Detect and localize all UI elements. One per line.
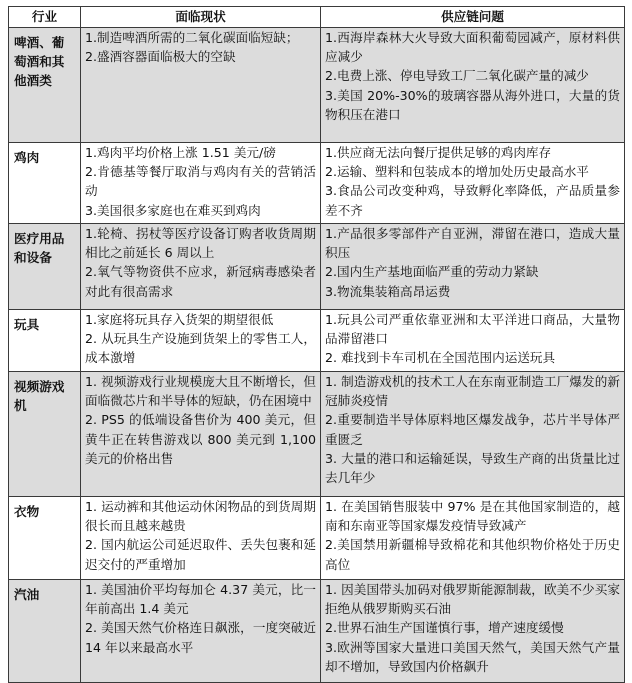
- row-category: 视频游戏机: [9, 372, 81, 497]
- table-row: [9, 372, 625, 497]
- table-row: [9, 224, 625, 310]
- row-supply: 1. 因美国带头加码对俄罗斯能源制裁，欧美不少买家拒绝从俄罗斯购买石油 2.世界石油生产国谨慎行事，增产速度缓慢 3.欧洲等国家大量进口美国天然气，美国天然气产量却不增加，导致国内价格飙升: [321, 580, 625, 683]
- table-header-row: [9, 7, 625, 28]
- header-supply-chain: 供应链问题: [321, 7, 625, 28]
- row-supply: 1.西海岸森林大火导致大面积葡萄园减产，原材料供应减少 2.电费上涨、停电导致工厂二氧化碳产量的减少 3.美国 20%-30%的玻璃容器从海外进口，大量的货物积压在港口: [321, 28, 625, 143]
- table-row: [9, 310, 625, 372]
- row-category: 医疗用品和设备: [9, 224, 81, 310]
- row-category: 衣物: [9, 497, 81, 580]
- row-category: 鸡肉: [9, 143, 81, 224]
- row-category: 汽油: [9, 580, 81, 683]
- row-supply: 1.玩具公司严重依靠亚洲和太平洋进口商品，大量物品滞留港口 2. 难找到卡车司机在全国范围内运送玩具: [321, 310, 625, 372]
- row-category: 啤酒、葡萄酒和其他酒类: [9, 28, 81, 143]
- table-row: [9, 580, 625, 683]
- row-status: 1. 视频游戏行业规模庞大且不断增长，但面临微芯片和半导体的短缺，仍在困境中 2. PS5 的低端设备售价为 400 美元，但黄牛正在转售游戏以 800 美元到 1,100 美元的价格出售: [81, 372, 321, 497]
- row-status: 1.轮椅、拐杖等医疗设备订购者收货周期相比之前延长 6 周以上 2.氧气等物资供不应求，新冠病毒感染者对此有很高需求: [81, 224, 321, 310]
- header-industry: 行业: [9, 7, 81, 28]
- row-status: 1.鸡肉平均价格上涨 1.51 美元/磅 2.肯德基等餐厅取消与鸡肉有关的营销活动 3.美国很多家庭也在难买到鸡肉: [81, 143, 321, 224]
- table-row: [9, 143, 625, 224]
- row-status: 1. 美国油价平均每加仑 4.37 美元，比一年前高出 1.4 美元 2. 美国天然气价格连日飙涨，一度突破近 14 年以来最高水平: [81, 580, 321, 683]
- row-status: 1. 运动裤和其他运动休闲物品的到货周期很长而且越来越贵 2. 国内航运公司延迟取件、丢失包裹和延迟交付的严重增加: [81, 497, 321, 580]
- row-supply: 1. 在美国销售服装中 97% 是在其他国家制造的，越南和东南亚等国家爆发疫情导致减产 2.美国禁用新疆棉导致棉花和其他织物价格处于历史高位: [321, 497, 625, 580]
- row-supply: 1.产品很多零部件产自亚洲，滞留在港口，造成大量积压 2.国内生产基地面临严重的劳动力紧缺 3.物流集装箱高昂运费: [321, 224, 625, 310]
- table-row: [9, 28, 625, 143]
- row-supply: 1. 制造游戏机的技术工人在东南亚制造工厂爆发的新冠肺炎疫情 2.重要制造半导体原料地区爆发战争，芯片半导体严重匮乏 3. 大量的港口和运输延误，导致生产商的出货量比过去几年少: [321, 372, 625, 497]
- row-status: 1.制造啤酒所需的二氧化碳面临短缺； 2.盛酒容器面临极大的空缺: [81, 28, 321, 143]
- row-category: 玩具: [9, 310, 81, 372]
- row-status: 1.家庭将玩具存入货架的期望很低 2. 从玩具生产设施到货架上的零售工人，成本激增: [81, 310, 321, 372]
- table-row: [9, 497, 625, 580]
- supply-chain-table: [8, 6, 625, 683]
- row-supply: 1.供应商无法向餐厅提供足够的鸡肉库存 2.运输、塑料和包装成本的增加处历史最高水平 3.食品公司改变种鸡，导致孵化率降低，产品质量参差不齐: [321, 143, 625, 224]
- header-status: 面临现状: [81, 7, 321, 28]
